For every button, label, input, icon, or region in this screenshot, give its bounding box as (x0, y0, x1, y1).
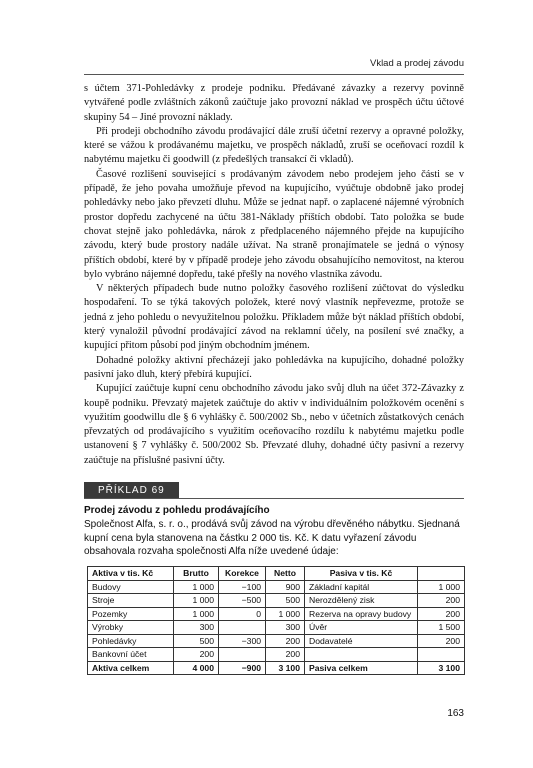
table-cell: 4 000 (174, 661, 219, 675)
table-cell: 200 (266, 648, 305, 662)
table-cell: Pohledávky (88, 634, 174, 648)
example-rule (84, 498, 464, 499)
table-cell: Výrobky (88, 621, 174, 635)
table-row (88, 634, 465, 648)
example-label: PŘÍKLAD 69 (84, 482, 179, 498)
table-header-row (88, 567, 465, 581)
col-header: Aktiva v tis. Kč (88, 567, 174, 581)
col-header: Netto (266, 567, 305, 581)
table-cell: −100 (219, 580, 266, 594)
running-head: Vklad a prodej závodu (369, 58, 464, 69)
table-cell: 1 000 (266, 607, 305, 621)
table-total-row (88, 661, 465, 675)
table-cell: Úvěr (305, 621, 418, 635)
table-row (88, 594, 465, 608)
table-cell: Základní kapitál (305, 580, 418, 594)
table-cell: 1 000 (174, 607, 219, 621)
body-text (84, 82, 464, 468)
table-cell: 300 (266, 621, 305, 635)
table-cell: 3 100 (266, 661, 305, 675)
table-cell: 3 100 (418, 661, 465, 675)
example-box (84, 480, 464, 559)
table-cell: 0 (219, 607, 266, 621)
table-cell: Aktiva celkem (88, 661, 174, 675)
table-row (88, 580, 465, 594)
paragraph: Dohadné položky aktivní přecházejí jako pohledávka na kupujícího, dohadné položky pasivní jako dluh, který přebírá kupující. (84, 354, 464, 380)
col-header: Pasiva v tis. Kč (305, 567, 418, 581)
table-row (88, 607, 465, 621)
table-cell: Budovy (88, 580, 174, 594)
table-cell: −300 (219, 634, 266, 648)
table-cell: −900 (219, 661, 266, 675)
table-cell: 1 500 (418, 621, 465, 635)
table-cell (305, 648, 418, 662)
table-cell: 200 (418, 607, 465, 621)
example-title: Prodej závodu z pohledu prodávajícího (84, 505, 270, 516)
paragraph: Časové rozlišení související s prodávaným závodem nebo prodejem jeho části se v případě, že jeho povaha umožňuje převod na kupujícího, vyúčtuje obdobně jako prodej pohledávky nebo jako převzetí dluhu. Může se jednat např. o zaplacené nájemné výrobních prostor dopředu zachycené na účtu 381-Náklady příštích období. Tato položka se bude chovat stejně jako pohledávka, nárok z předplaceného nájemného přejde na kupujícího závodu, který bude prostory nadále užívat. Na straně pronajímatele se jedná o výnosy příštích období, které by v případě prodeje jeho závodu obsahujícího nemovitost, na kterou bylo vybráno nájemné dopředu, také přešly na nového vlastníka závodu. (84, 168, 464, 280)
paragraph: V některých případech bude nutno položky časového rozlišení zúčtovat do výsledku hospodaření. To se týká takových položek, které nový vlastník nepřevezme, protože se jedná z jeho pohledu o nevyužitelnou položku. Příkladem může být náklad příštích období, který vynaložil původní prodávající závod na reklamní účely, na posílení své značky, a kupující přitom působí pod jiným obchodním jménem. (84, 283, 464, 352)
table-cell: 1 000 (174, 594, 219, 608)
table-cell: 500 (266, 594, 305, 608)
table-cell (219, 648, 266, 662)
table-row (88, 621, 465, 635)
example-text: Společnost Alfa, s. r. o., prodává svůj závod na výrobu dřevěného nábytku. Sjednaná kupní cena byla stanovena na částku 2 000 tis. Kč. K datu vyřazení závodu obsahovala rozvaha společnosti Alfa níže uvedené údaje: (84, 519, 460, 557)
paragraph: Kupující zaúčtuje kupní cenu obchodního závodu jako svůj dluh na účet 372-Závazky z koupě podniku. Převzatý majetek zaúčtuje do aktiv v individuálním položkovém ocenění s využitím goodwillu dle § 6 vyhlášky č. 500/2002 Sb., nebo v účetních zůstatkových cenách převzatých od prodávajícího s využitím oceňovacího rozdílu k nabytému majetku podle ustanovení § 7 vyhlášky č. 500/2002 Sb. Převzaté dluhy, dohadné účty pasivní a rezervy zaúčtuje na příslušné pasivní účty. (84, 383, 464, 466)
col-header: Brutto (174, 567, 219, 581)
table-cell: Pozemky (88, 607, 174, 621)
header-rule (84, 74, 464, 75)
paragraph: s účtem 371-Pohledávky z prodeje podniku. Předávané závazky a rezervy povinně vytvářené podle zvláštních zákonů zaúčtuje jako provozní náklad ve prospěch účtu účtové skupiny 54 – Jiné provozní náklady. (84, 83, 464, 123)
table-cell: 900 (266, 580, 305, 594)
table-cell (418, 648, 465, 662)
col-header (418, 567, 465, 581)
page-number: 163 (447, 708, 464, 719)
col-header: Korekce (219, 567, 266, 581)
table-cell: 1 000 (418, 580, 465, 594)
table-cell (219, 621, 266, 635)
table-cell: Bankovní účet (88, 648, 174, 662)
table-cell: 200 (418, 634, 465, 648)
table-cell: 200 (266, 634, 305, 648)
table-row (88, 648, 465, 662)
table-cell: Dodavatelé (305, 634, 418, 648)
table-cell: 200 (418, 594, 465, 608)
table-cell: 200 (174, 648, 219, 662)
paragraph: Při prodeji obchodního závodu prodávající dále zruší účetní rezervy a opravné položky, které se vážou k prodávanému majetku, ve prospěch nákladů, zruší se oceňovací rozdíl k nabytému majetku či goodwill (z předešlých transakcí či vkladů). (84, 125, 464, 166)
table-cell: 500 (174, 634, 219, 648)
table-cell: 1 000 (174, 580, 219, 594)
table-cell: Stroje (88, 594, 174, 608)
table-cell: Nerozdělený zisk (305, 594, 418, 608)
table-cell: Rezerva na opravy budovy (305, 607, 418, 621)
table-cell: 300 (174, 621, 219, 635)
balance-sheet-table (87, 566, 465, 675)
table-cell: Pasiva celkem (305, 661, 418, 675)
table-cell: −500 (219, 594, 266, 608)
